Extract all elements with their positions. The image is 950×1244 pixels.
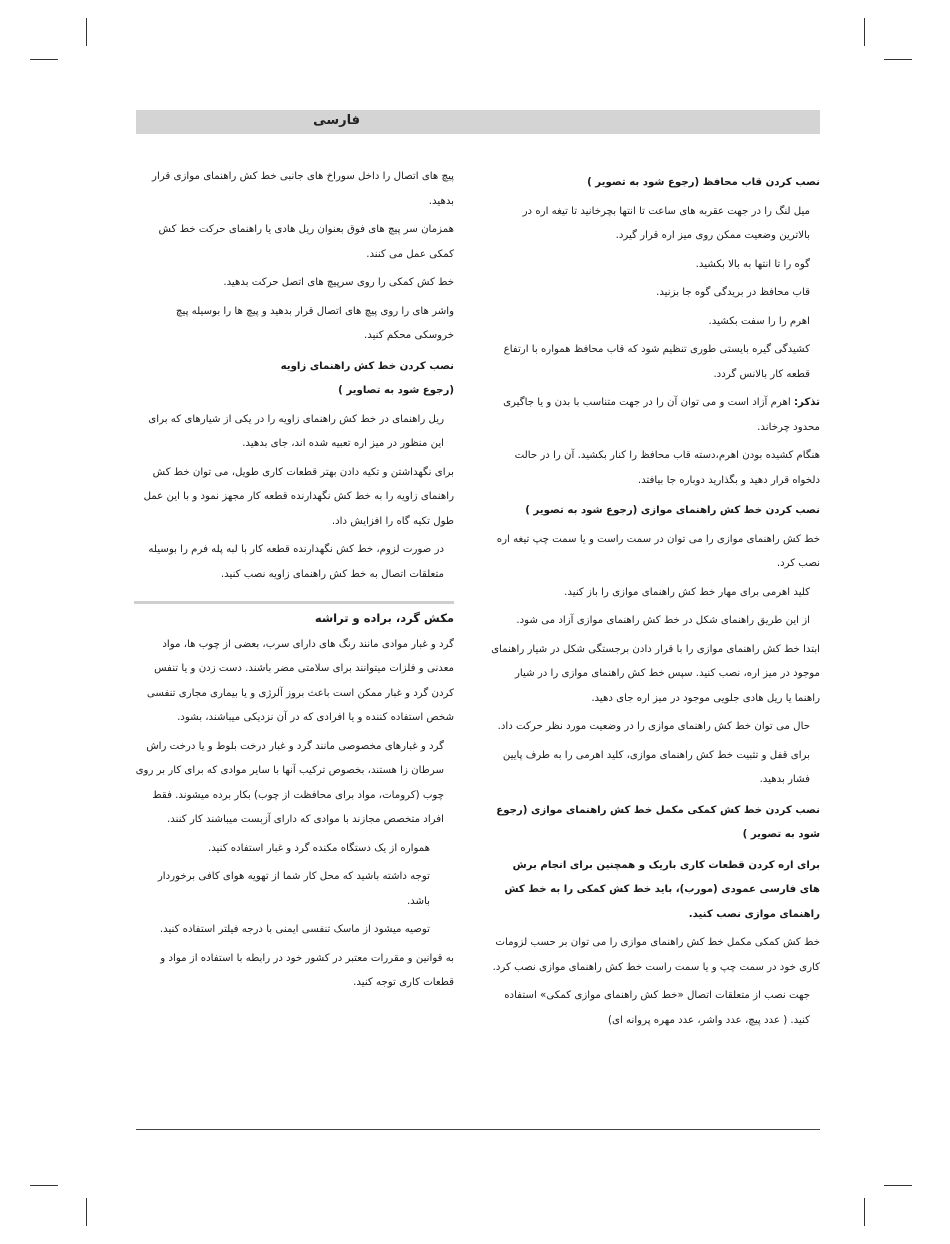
paragraph: خط کش راهنمای موازی را می توان در سمت راست و یا سمت چپ تیغه اره نصب کرد.	[496, 533, 820, 569]
note-paragraph	[490, 391, 820, 440]
paragraph: اهرم را را سفت بکشید.	[708, 315, 810, 327]
paragraph: میل لنگ را در جهت عقربه های ساعت تا انتها بچرخانید تا تیغه اره در بالاترین وضعیت ممکن روی میز اره قرار گیرد.	[522, 205, 810, 241]
paragraph: کشیدگی گیره بایستی طوری تنظیم شود که قاب محافظ همواره با ارتفاع قطعه کار بالانس گردد.	[503, 344, 810, 380]
section-title-guard: نصب کردن قاب محافظ (رجوع شود به تصویر )	[587, 177, 820, 188]
paragraph: خط کش کمکی مکمل خط کش راهنمای موازی را می توان بر حسب لزومات کاری خود در سمت چپ و یا سمت راست خط کش راهنمای موازی نصب کرد.	[492, 937, 820, 973]
right-column	[490, 165, 820, 1037]
note-label: تذکر:	[793, 397, 820, 408]
note-text: اهرم آزاد است و می توان آن را در جهت متناسب با بدن و یا جاگیری محدود چرخاند.	[503, 397, 820, 433]
paragraph: برای نگهداشتن و تکیه دادن بهتر قطعات کاری طویل، می توان خط کش راهنمای زاویه را به خط کش نگهدارنده قطعه کار مجهز نمود و با این عمل طول تکیه گاه را افزایش داد.	[143, 466, 454, 527]
paragraph: در صورت لزوم، خط کش نگهدارنده قطعه کار با لبه پله فرم را بوسیله متعلقات اتصال به خط کش راهنمای زاویه نصب کنید.	[148, 544, 444, 580]
footer-rule	[136, 1129, 820, 1130]
paragraph-bold: برای اره کردن قطعات کاری باریک و همچنین برای انجام برش های فارسی عمودی (مورب)، باید خط کش کمکی را به خط کش راهنمای موازی نصب کنید.	[504, 859, 820, 920]
section-title-auxiliary-guide: نصب کردن خط کش کمکی مکمل خط کش راهنمای موازی (رجوع شود به تصویر )	[496, 804, 820, 840]
paragraph: گوه را تا انتها به بالا بکشید.	[695, 258, 810, 270]
section-title-dust-extraction: مکش گرد، براده و تراشه	[314, 611, 454, 625]
left-column	[134, 165, 454, 1000]
crop-mark	[864, 18, 865, 46]
crop-mark	[30, 1185, 58, 1186]
paragraph: قاب محافظ در بریدگی گوه جا بزنید.	[656, 287, 810, 298]
paragraph: خط کش کمکی را روی سرپیچ های اتصل حرکت بدهید.	[223, 277, 454, 288]
paragraph: گرد و غبارهای مخصوصی مانند گرد و غبار درخت بلوط و یا درخت راش سرطان زا هستند، بخصوص ترکیب آنها با سایر موادی که برای کار بر روی چوب (کرومات، مواد برای محافظت از چوب) بکار برده میشوند. فقط افراد متخصص مجازند با موادی که دارای آزبست میباشند کار کنند.	[135, 740, 444, 825]
paragraph: توصیه میشود از ماسک تنفسی ایمنی با درجه فیلتر استفاده کنید.	[159, 924, 430, 935]
paragraph: توجه داشته باشید که محل کار شما از تهویه هوای کافی برخوردار باشد.	[157, 871, 430, 907]
paragraph: حال می توان خط کش راهنمای موازی را در وضعیت مورد نظر حرکت داد.	[497, 721, 810, 732]
section-subtitle-miter-gauge: (رجوع شود به تصاویر )	[338, 385, 454, 396]
paragraph: همزمان سر پیچ های فوق بعنوان ریل هادی یا راهنمای حرکت خط کش کمکی عمل می کنند.	[158, 224, 454, 260]
language-title: فارسی	[313, 113, 360, 128]
paragraph: جهت نصب از متعلقات اتصال «خط کش راهنمای موازی کمکی» استفاده کنید. ( عدد پیچ، عدد واشر، عدد مهره پروانه ای)	[504, 990, 810, 1026]
crop-mark	[86, 18, 87, 46]
crop-mark	[86, 1198, 87, 1226]
paragraph: برای قفل و تثبیت خط کش راهنمای موازی، کلید اهرمی را به طرف پایین فشار بدهید.	[502, 749, 810, 785]
section-title-miter-gauge: نصب کردن خط کش راهنمای زاویه	[280, 360, 454, 372]
crop-mark	[884, 59, 912, 60]
crop-mark	[884, 1185, 912, 1186]
paragraph: پیچ های اتصال را داخل سوراخ های جانبی خط کش راهنمای موازی قرار بدهید.	[152, 171, 454, 207]
section-title-parallel-guide: نصب کردن خط کش راهنمای موازی (رجوع شود به تصویر )	[525, 505, 820, 516]
crop-mark	[30, 59, 58, 60]
paragraph: ابتدا خط کش راهنمای موازی را با قرار دادن برجستگی شکل در شیار راهنمای موجود در میز اره، نصب کنید. سپس خط کش راهنمای موازی را در شیار راهنما یا ریل هادی جلویی موجود در میز اره جای دهید.	[491, 643, 820, 704]
section-divider	[134, 601, 454, 604]
paragraph: همواره از یک دستگاه مکنده گرد و غبار استفاده کنید.	[207, 842, 430, 854]
paragraph: واشر های را روی پیچ های اتصال قرار بدهید و پیچ ها را بوسیله پیچ خروسکی محکم کنید.	[175, 305, 454, 341]
paragraph: هنگام کشیده بودن اهرم،دسته قاب محافظ را کنار بکشید. آن را در حالت دلخواه قرار دهید و بگذارید دوباره جا بیافتد.	[514, 450, 820, 486]
paragraph: گرد و غبار موادی مانند رنگ های دارای سرب، بعضی از چوب ها، مواد معدنی و فلزات میتوانند برای سلامتی مضر باشند. دست زدن و یا تنفس کردن گرد و غبار ممکن است باعث بروز آلرژی و یا بیماری مجاری تنفسی شخص استفاده کننده و یا افرادی که در آن نزدیکی میباشند، بشود.	[146, 638, 454, 723]
paragraph: ریل راهنمای در خط کش راهنمای زاویه را در یکی از شیارهای که برای این منظور در میز اره تعبیه شده اند، جای بدهید.	[148, 413, 444, 449]
paragraph: به قوانین و مقررات معتبر در کشور خود در رابطه با استفاده از مواد و قطعات کاری توجه کنید.	[160, 952, 454, 988]
paragraph: کلید اهرمی برای مهار خط کش راهنمای موازی را باز کنید.	[564, 586, 810, 598]
crop-mark	[864, 1198, 865, 1226]
language-header-bar	[136, 110, 820, 134]
paragraph: از این طریق راهنمای شکل در خط کش راهنمای موازی آزاد می شود.	[516, 615, 810, 626]
